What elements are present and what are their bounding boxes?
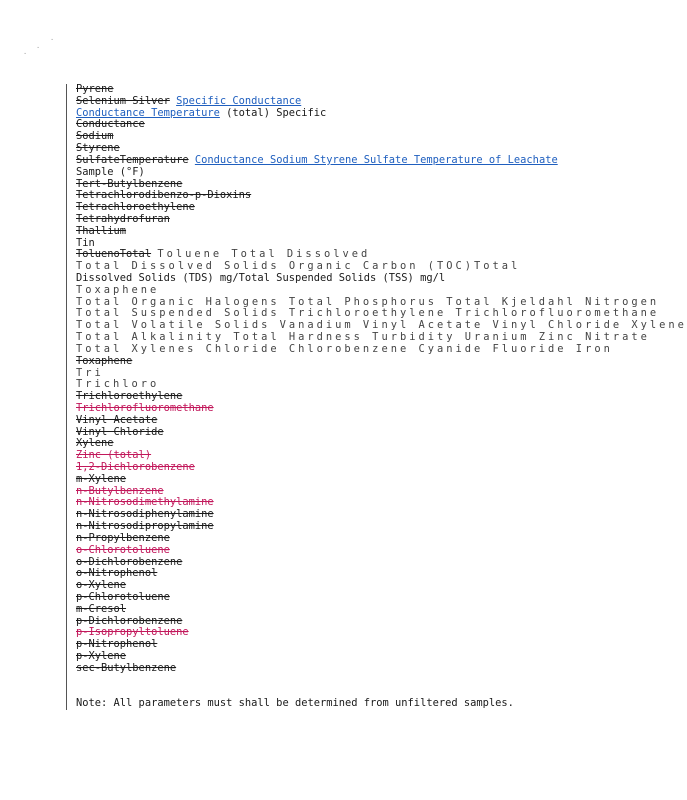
parameter-line — [76, 214, 542, 226]
parameter-name: Dissolved Solids (TDS) mg/Total Suspended Solids (TSS) mg/l — [76, 272, 446, 284]
parameter-name: p-Xylene — [76, 650, 127, 662]
parameter-line — [76, 592, 542, 604]
parameter-name: Styrene — [76, 142, 120, 155]
parameter-name: Tri — [76, 366, 104, 379]
scan-speck: · — [23, 50, 28, 58]
parameter-name: p-Chlorotoluene — [76, 590, 170, 603]
parameter-name: sec-Butylbenzene — [76, 661, 177, 674]
parameter-name: Tert-Butylbenzene — [76, 177, 183, 190]
parameter-name: o-Xylene — [76, 579, 127, 592]
parameter-name: n-Nitrosodipropylamine — [76, 520, 214, 533]
parameter-name: Pyrene — [76, 83, 114, 95]
parameter-list — [76, 83, 687, 675]
parameter-name: n-Nitrosodimethylamine — [76, 496, 214, 509]
parameter-name: p-Nitrophenol — [76, 638, 158, 651]
parameter-name: Conductance Temperature — [76, 106, 220, 119]
scan-speck: · — [50, 36, 55, 44]
parameter-name: o-Nitrophenol — [76, 567, 158, 580]
parameter-line — [76, 131, 542, 143]
parameter-name: Total Organic Halogens Total Phosphorus Total Kjeldahl Nitrogen — [76, 295, 660, 308]
parameter-name: Vinyl Chloride — [76, 425, 164, 438]
parameter-name: Total Dissolved Solids Organic Carbon (TOC)Total — [76, 260, 521, 273]
parameter-name: Total Xylenes Chloride Chlorobenzene Cyanide Fluoride Iron — [76, 342, 613, 355]
parameter-name: Trichloro — [76, 378, 160, 391]
parameter-line — [76, 119, 542, 131]
parameter-line — [76, 356, 542, 368]
parameter-name: Tin — [76, 236, 95, 249]
parameter-name: n-Propylbenzene — [76, 531, 170, 544]
parameter-line — [76, 663, 542, 675]
parameter-name: Total Suspended Solids Trichloroethylene Trichlorofluoromethane — [76, 307, 660, 320]
parameter-line — [76, 639, 542, 651]
parameter-name: Tetrahydrofuran — [76, 212, 170, 225]
footnote: Note: All parameters must shall be determined from unfiltered samples. — [76, 697, 514, 709]
parameter-name: Sodium — [76, 130, 114, 143]
parameter-insertion: Conductance Sodium Styrene Sulfate Temperature of Leachate — [194, 153, 558, 166]
parameter-name: Thallium — [76, 224, 127, 237]
parameter-line — [76, 153, 558, 167]
parameter-name: Vinyl Acetate — [76, 413, 158, 426]
parameter-name: m-Cresol — [76, 602, 127, 615]
parameter-name: 1,2-Dichlorobenzene — [76, 461, 195, 473]
parameter-name: Trichlorofluoromethane — [76, 401, 214, 414]
parameter-name: Total Volatile Solids Vanadium Vinyl Acetate Vinyl Chloride Xylene — [76, 319, 687, 332]
parameter-line — [76, 226, 542, 238]
parameter-name: o-Chlorotoluene — [76, 543, 170, 556]
parameter-name: Total Alkalinity Total Hardness Turbidity Uranium Zinc Nitrate — [76, 331, 650, 344]
parameter-name: Sample (°F) — [76, 165, 145, 178]
parameter-line — [76, 568, 542, 580]
parameter-name: Trichloroethylene — [76, 390, 183, 403]
parameter-name: p-Dichlorobenzene — [76, 614, 183, 627]
parameter-line — [76, 427, 542, 439]
parameter-name: n-Butylbenzene — [76, 484, 164, 497]
margin-rule — [66, 84, 67, 710]
parameter-name: Tetrachloroethylene — [76, 201, 195, 214]
parameter-insertion: Toluene Total Dissolved — [157, 248, 371, 261]
parameter-name: ToluenoTotal — [76, 248, 152, 261]
parameter-line — [76, 108, 542, 120]
parameter-name: Toxaphene — [76, 283, 160, 296]
parameter-name: Xylene — [76, 437, 114, 450]
parameter-line — [76, 462, 542, 474]
parameter-name: Conductance — [76, 118, 145, 131]
parameter-insertion: (total) Specific — [226, 106, 327, 119]
parameter-name: n-Nitrosodiphenylamine — [76, 508, 214, 521]
parameter-line — [76, 342, 613, 356]
scan-speck: · — [36, 44, 41, 52]
parameter-insertion: Specific Conductance — [176, 94, 302, 107]
parameter-name: o-Dichlorobenzene — [76, 555, 183, 568]
parameter-name: p-Isopropyltoluene — [76, 626, 189, 639]
parameter-name: Zinc (total) — [76, 449, 152, 462]
parameter-name: Tetrachlorodibenzo-p-Dioxins — [76, 189, 252, 202]
parameter-name: Toxaphene — [76, 354, 133, 367]
parameter-name: SulfateTemperature — [76, 153, 189, 166]
parameter-name: m-Xylene — [76, 472, 127, 485]
parameter-name: Selenium Silver — [76, 94, 170, 107]
